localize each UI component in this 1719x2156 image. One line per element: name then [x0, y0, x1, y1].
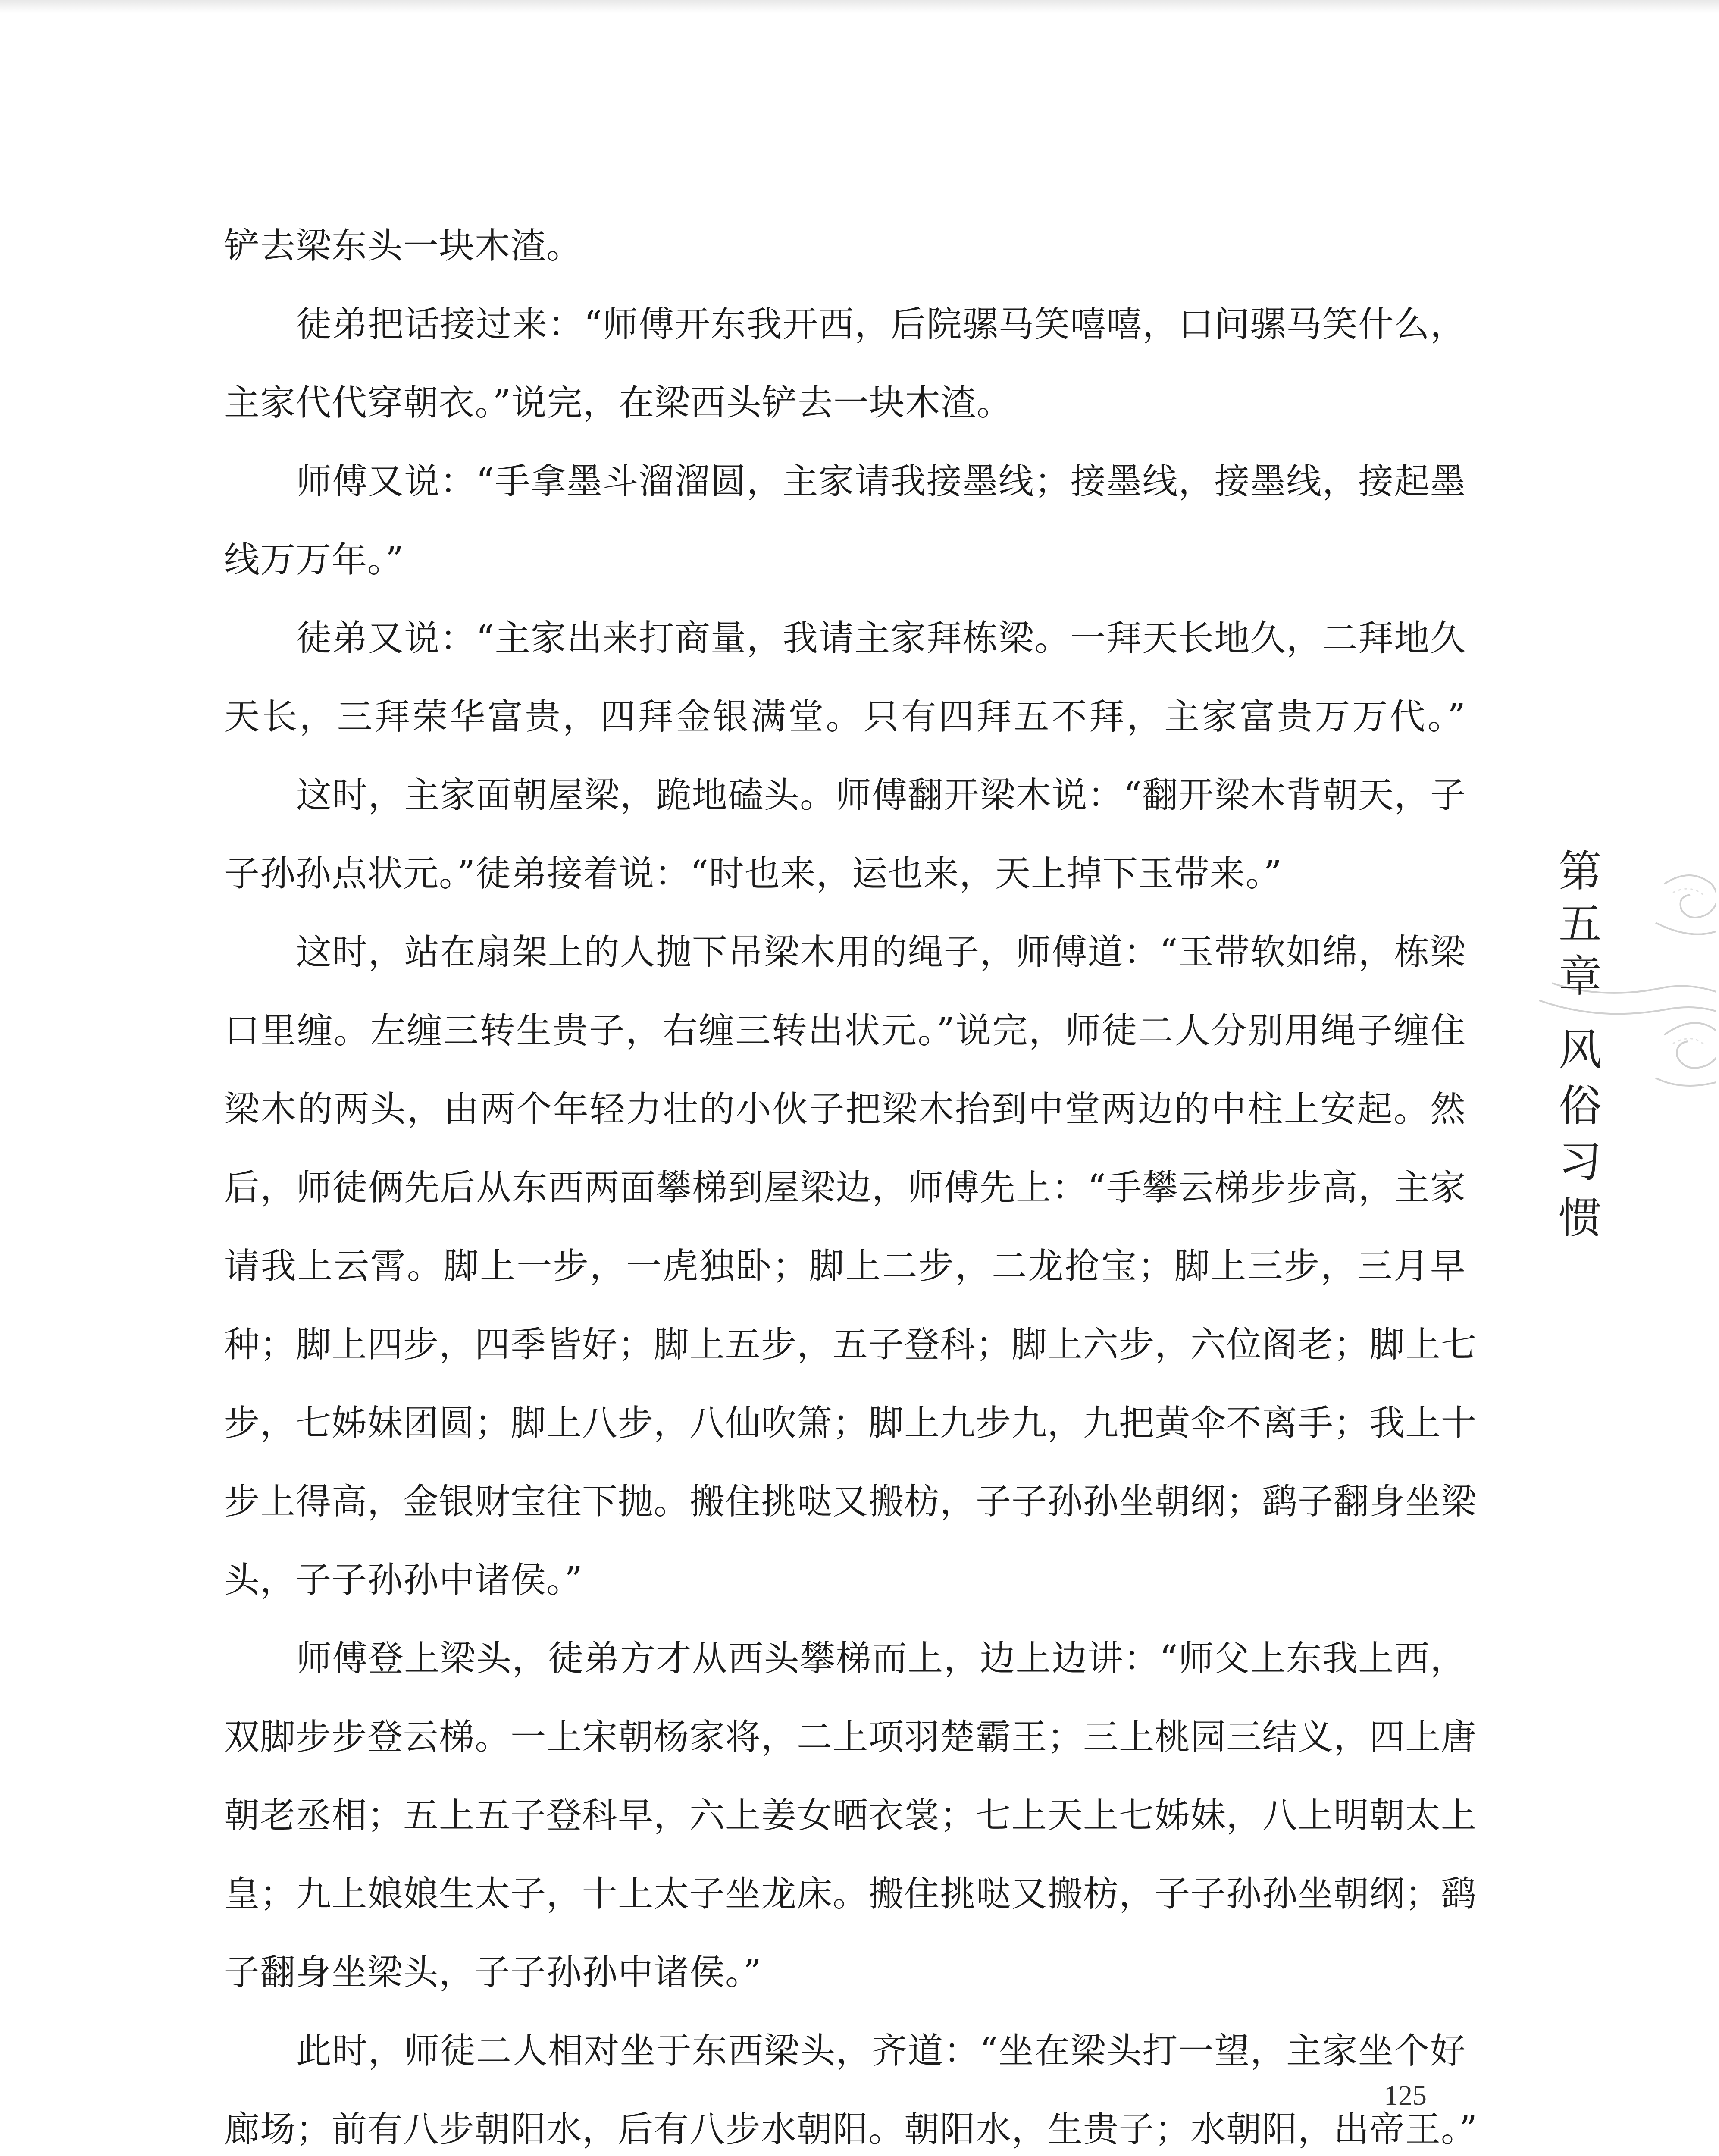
text-line: 请我上云霄。脚上一步，一虎独卧；脚上二步，二龙抢宝；脚上三步，三月早	[224, 1246, 1466, 1287]
chapter-char: 章	[1559, 951, 1602, 1002]
text-line: 徒弟把话接过来：“师傅开东我开西，后院骡马笑嘻嘻，口问骡马笑什么，	[224, 304, 1466, 345]
section-char: 惯	[1559, 1193, 1602, 1243]
text-line: 双脚步步登云梯。一上宋朝杨家将，二上项羽楚霸王；三上桃园三结义，四上唐	[224, 1717, 1477, 1758]
text-line: 皇；九上娘娘生太子，十上太子坐龙床。搬住挑哒又搬枋，子子孙孙坐朝纲；鹞	[224, 1874, 1477, 1915]
section-char: 习	[1559, 1137, 1602, 1187]
body-text	[224, 207, 1478, 2156]
text-line: 师傅又说：“手拿墨斗溜溜圆，主家请我接墨线；接墨线，接墨线，接起墨	[224, 461, 1466, 502]
text-line: 后，师徒俩先后从东西两面攀梯到屋梁边，师傅先上：“手攀云梯步步高，主家	[224, 1167, 1466, 1208]
text-line: 梁木的两头，由两个年轻力壮的小伙子把梁木抬到中堂两边的中柱上安起。然	[224, 1089, 1466, 1130]
chapter-char: 第	[1559, 846, 1602, 896]
text-line: 步上得高，金银财宝往下抛。搬住挑哒又搬枋，子子孙孙坐朝纲；鹞子翻身坐梁	[224, 1481, 1477, 1522]
text-line: 徒弟又说：“主家出来打商量，我请主家拜栋梁。一拜天长地久，二拜地久	[224, 618, 1466, 659]
chapter-char: 五	[1559, 899, 1602, 949]
text-line: 种；脚上四步，四季皆好；脚上五步，五子登科；脚上六步，六位阁老；脚上七	[224, 1324, 1477, 1365]
text-line: 天长，三拜荣华富贵，四拜金银满堂。只有四拜五不拜，主家富贵万万代。”	[224, 696, 1466, 737]
page-top-shadow	[0, 0, 1719, 13]
text-line: 线万万年。”	[224, 539, 404, 580]
text-line: 子翻身坐梁头，子子孙孙中诸侯。”	[224, 1952, 762, 1993]
text-line: 头，子子孙孙中诸侯。”	[224, 1560, 583, 1601]
text-line: 朝老丞相；五上五子登科早，六上姜女晒衣裳；七上天上七姊妹，八上明朝太上	[224, 1795, 1477, 1836]
section-char: 俗	[1559, 1081, 1602, 1131]
text-line: 师傅登上梁头，徒弟方才从西头攀梯而上，边上边讲：“师父上东我上西，	[224, 1638, 1466, 1679]
page-number: 125	[1384, 2080, 1427, 2111]
section-label	[1552, 1022, 1608, 1246]
text-line: 口里缠。左缠三转生贵子，右缠三转出状元。”说完，师徒二人分别用绳子缠住	[224, 1010, 1466, 1051]
text-line: 主家代代穿朝衣。”说完，在梁西头铲去一块木渣。	[224, 382, 1012, 423]
text-line: 步，七姊妹团圆；脚上八步，八仙吹箫；脚上九步九，九把黄伞不离手；我上十	[224, 1403, 1477, 1444]
text-line: 廊场；前有八步朝阳水，后有八步水朝阳。朝阳水，生贵子；水朝阳，出帝王。”	[224, 2109, 1478, 2150]
text-line: 这时，主家面朝屋梁，跪地磕头。师傅翻开梁木说：“翻开梁木背朝天，子	[224, 775, 1466, 816]
text-line: 这时，站在扇架上的人抛下吊梁木用的绳子，师傅道：“玉带软如绵，栋梁	[224, 932, 1466, 973]
text-line: 铲去梁东头一块木渣。	[224, 226, 582, 266]
text-line: 子孙孙点状元。”徒弟接着说：“时也来，运也来，天上掉下玉带来。”	[224, 853, 1282, 894]
section-char: 风	[1559, 1025, 1602, 1075]
label-divider	[1556, 996, 1604, 997]
text-line: 此时，师徒二人相对坐于东西梁头，齐道：“坐在梁头打一望，主家坐个好	[224, 2031, 1466, 2071]
chapter-label	[1552, 845, 1608, 1003]
